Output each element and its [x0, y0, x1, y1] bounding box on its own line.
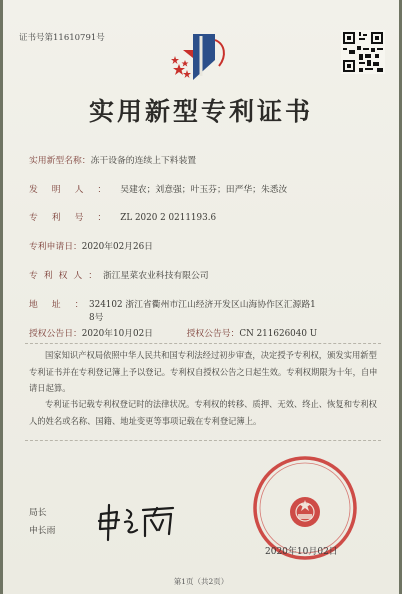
director-name: 申长雨 — [29, 526, 56, 536]
patent-number-row — [29, 210, 216, 223]
address-value-line1: 324102 浙江省衢州市江山经济开发区山海协作区汇源路1 — [89, 300, 316, 310]
director-title: 局长 — [29, 508, 47, 518]
qr-code — [341, 30, 385, 74]
patent-number-value: ZL 2020 2 0211193.6 — [120, 213, 217, 223]
legal-status-paragraph: 专利证书记载专利权登记时的法律状况。专利权的转移、质押、无效、终止、恢复和专利权人的姓名或名称、国籍、地址变更等事项记载在专利登记簿上。 — [29, 399, 377, 426]
grant-pub-no-label: 授权公告号： — [186, 329, 240, 339]
patent-office-emblem-icon — [171, 30, 233, 86]
utility-model-name-value: 冻干设备的连续上下料装置 — [90, 156, 197, 166]
patentee-label: 专利权人： — [29, 271, 103, 281]
grant-row — [29, 326, 317, 339]
utility-model-name-label: 实用新型名称： — [29, 156, 91, 166]
director-signature — [95, 502, 179, 542]
certificate-number: 证书号第11610791号 — [19, 33, 105, 43]
filing-date-label: 专利申请日： — [29, 242, 82, 252]
certificate-page — [3, 0, 399, 594]
grant-statement-paragraph: 国家知识产权局依照中华人民共和国专利法经过初步审查，决定授予专利权，颁发实用新型专利证书并在专利登记簿上予以登记。专利权自授权公告之日起生效。专利权期限为十年，自申请日起算。 — [29, 350, 378, 393]
filing-date-value: 2020年02月26日 — [81, 242, 153, 252]
inventors-label: 发明人： — [29, 185, 121, 195]
address-label: 地址： — [29, 300, 98, 310]
grant-date-value: 2020年10月02日 — [81, 329, 153, 339]
address-value-line2: 8号 — [89, 313, 104, 323]
seal-date: 2020年10月02日 — [265, 547, 338, 557]
grant-pub-no-value: CN 211626040 U — [239, 329, 318, 339]
patentee-row — [29, 268, 209, 281]
inventors-value: 吴建农；刘意强；叶玉芬；田严华；朱悉汝 — [120, 185, 288, 195]
address-continuation-row — [89, 310, 103, 323]
patentee-value: 浙江星菜农业科技有限公司 — [103, 271, 209, 281]
utility-model-name-row — [29, 153, 196, 166]
document-title: 实用新型专利证书 — [88, 97, 313, 126]
separator-bottom — [25, 440, 381, 441]
patent-number-label: 专利号： — [29, 213, 121, 223]
address-row — [29, 297, 316, 310]
separator-top — [25, 343, 381, 344]
filing-date-row — [29, 239, 153, 252]
page-footer: 第1页（共2页） — [173, 577, 229, 586]
inventors-row — [29, 182, 287, 195]
grant-date-label: 授权公告日： — [29, 329, 82, 339]
